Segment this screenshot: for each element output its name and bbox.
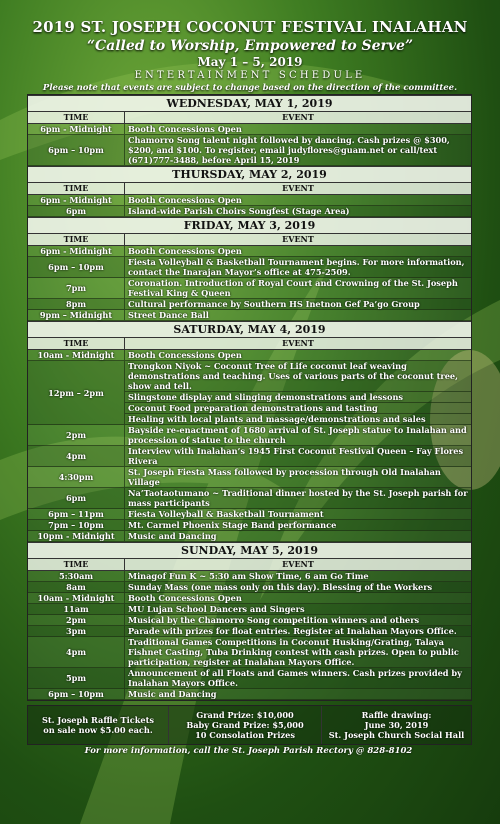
event-description: Cultural performance by Southern HS Inetnon Gef Pa’go Group	[128, 299, 420, 309]
event-description: Musical by the Chamorro Song competition winners and others	[128, 615, 420, 625]
schedule-row	[28, 531, 471, 542]
schedule-row	[28, 509, 471, 520]
schedule-row	[28, 488, 471, 509]
drawing-line-2: June 30, 2019	[364, 720, 429, 730]
raffle-line-1: St. Joseph Raffle Tickets	[41, 715, 155, 725]
contact-info: For more information, call the St. Joseph Parish Rectory @ 828-8102	[84, 746, 413, 756]
event-time: 6pm	[28, 488, 125, 508]
event-time: 3pm	[28, 626, 125, 636]
schedule-row	[28, 257, 471, 278]
event-time: 10am - Midnight	[28, 593, 125, 603]
event-description: Street Dance Ball	[128, 310, 209, 320]
column-headers	[28, 234, 471, 246]
event-column-header: EVENT	[282, 338, 314, 348]
event-description: Mt. Carmel Phoenix Stage Band performance	[128, 520, 337, 530]
event-time: 4pm	[28, 446, 125, 466]
schedule-row	[28, 626, 471, 637]
day-header: SUNDAY, MAY 5, 2019	[28, 542, 471, 559]
event-time: 4pm	[28, 637, 125, 667]
schedule-row	[28, 299, 471, 310]
schedule-row	[28, 467, 471, 488]
event-time: 6pm – 10pm	[28, 135, 125, 165]
event-description: Traditional Games Competitions in Coconut Husking/Grating, Talaya Fishnet Casting, Tuba Drinking contest with cash prizes. Open to public participation, register at Inalahan Mayors Office.	[128, 637, 459, 667]
event-description: St. Joseph Fiesta Mass followed by procession through Old Inalahan Village	[128, 467, 441, 487]
time-column-header: TIME	[28, 234, 125, 245]
event-description: Bayside re-enactment of 1680 arrival of St. Joseph statue to Inalahan and procession of statue to the church	[128, 425, 467, 445]
event-time: 9pm – Midnight	[28, 310, 125, 320]
schedule-row	[28, 278, 471, 299]
event-time: 8pm	[28, 299, 125, 309]
day-header: FRIDAY, MAY 3, 2019	[28, 217, 471, 234]
event-description: Announcement of all Floats and Games winners. Cash prizes provided by Inalahan Mayors Office.	[128, 668, 462, 688]
event-description: Booth Concessions Open	[128, 350, 242, 360]
time-column-header: TIME	[28, 183, 125, 194]
time-column-header: TIME	[28, 112, 125, 123]
schedule-label: ENTERTAINMENT SCHEDULE	[134, 70, 366, 81]
schedule-row	[28, 637, 471, 668]
schedule-row	[28, 135, 471, 166]
event-description: Trongkon Niyok ~ Coconut Tree of Life coconut leaf weaving demonstrations and teaching. Uses of various parts of the coconut tree, show and tell.	[125, 361, 471, 392]
event-column-header: EVENT	[282, 559, 314, 569]
event-description: Booth Concessions Open	[128, 124, 242, 134]
event-description: Booth Concessions Open	[128, 593, 242, 603]
event-description: Island-wide Parish Choirs Songfest (Stage Area)	[128, 206, 350, 216]
event-time: 6pm – 10pm	[28, 689, 125, 699]
time-column-header: TIME	[28, 559, 125, 570]
event-description: Minagof Fun K ~ 5:30 am Show Time, 6 am Go Time	[128, 571, 369, 581]
event-time: 7pm	[28, 278, 125, 298]
event-time: 6pm – 10pm	[28, 257, 125, 277]
drawing-line-3: St. Joseph Church Social Hall	[328, 730, 465, 740]
event-time: 6pm	[28, 206, 125, 216]
schedule-row	[28, 668, 471, 689]
day-header: SATURDAY, MAY 4, 2019	[28, 321, 471, 338]
schedule-row	[28, 593, 471, 604]
event-time: 7pm – 10pm	[28, 520, 125, 530]
raffle-footer	[27, 705, 472, 745]
event-description: Booth Concessions Open	[128, 195, 242, 205]
event-description: Parade with prizes for float entries. Register at Inalahan Mayors Office.	[128, 626, 457, 636]
event-time: 2pm	[28, 425, 125, 445]
raffle-drawing	[322, 706, 471, 744]
event-time: 6pm - Midnight	[28, 124, 125, 134]
event-time: 5:30am	[28, 571, 125, 581]
schedule-row	[28, 615, 471, 626]
prize-line-2: Baby Grand Prize: $5,000	[186, 720, 304, 730]
event-description: Slingstone display and slinging demonstrations and lessons	[125, 392, 471, 403]
event-time: 11am	[28, 604, 125, 614]
event-description: Music and Dancing	[128, 531, 217, 541]
event-description: Chamorro Song talent night followed by dancing. Cash prizes @ $300, $200, and $100. To register, email judyflores@guam.net or call/text (671)777-3488, before April 15, 2019	[128, 135, 450, 165]
column-headers	[28, 183, 471, 195]
event-description: Coconut Food preparation demonstrations and tasting	[125, 403, 471, 414]
event-description: Fiesta Volleyball & Basketball Tournament begins. For more information, contact the Inarajan Mayor’s office at 475-2509.	[128, 257, 465, 277]
event-description: Interview with Inalahan’s 1945 First Coconut Festival Queen – Fay Flores Rivera	[128, 446, 464, 466]
event-column-header: EVENT	[282, 112, 314, 122]
event-time: 6pm – 11pm	[28, 509, 125, 519]
event-time: 10pm - Midnight	[28, 531, 125, 541]
raffle-prizes	[169, 706, 322, 744]
prize-line-3: 10 Consolation Prizes	[195, 730, 295, 740]
schedule-row	[28, 206, 471, 217]
schedule-row	[28, 124, 471, 135]
day-header: THURSDAY, MAY 2, 2019	[28, 166, 471, 183]
festival-title: 2019 ST. JOSEPH COCONUT FESTIVAL INALAHAN	[32, 18, 468, 36]
schedule-row	[28, 520, 471, 531]
festival-theme: “Called to Worship, Empowered to Serve”	[86, 38, 414, 54]
schedule-row	[28, 689, 471, 700]
schedule-row	[28, 195, 471, 206]
event-description: Sunday Mass (one mass only on this day). Blessing of the Workers	[128, 582, 433, 592]
schedule-table	[27, 94, 472, 701]
schedule-note: Please note that events are subject to change based on the direction of the committee.	[42, 83, 458, 93]
prize-line-1: Grand Prize: $10,000	[196, 710, 294, 720]
schedule-row	[28, 246, 471, 257]
event-description: MU Lujan School Dancers and Singers	[128, 604, 305, 614]
schedule-row	[28, 582, 471, 593]
column-headers	[28, 112, 471, 124]
event-time: 6pm - Midnight	[28, 246, 125, 256]
event-time: 5pm	[28, 668, 125, 688]
page-header	[0, 0, 500, 93]
event-description: Na’Taotaotumano ~ Traditional dinner hosted by the St. Joseph parish for mass participants	[128, 488, 468, 508]
raffle-tickets	[28, 706, 169, 744]
schedule-row	[28, 350, 471, 361]
event-time: 4:30pm	[28, 467, 125, 487]
column-headers	[28, 559, 471, 571]
schedule-row	[28, 425, 471, 446]
festival-dates: May 1 – 5, 2019	[197, 55, 303, 69]
schedule-row	[28, 446, 471, 467]
event-description: Booth Concessions Open	[128, 246, 242, 256]
event-time: 6pm - Midnight	[28, 195, 125, 205]
column-headers	[28, 338, 471, 350]
event-description: Music and Dancing	[128, 689, 217, 699]
event-time: 12pm – 2pm	[28, 361, 125, 424]
day-header: WEDNESDAY, MAY 1, 2019	[28, 95, 471, 112]
schedule-row	[28, 604, 471, 615]
raffle-line-2: on sale now $5.00 each.	[43, 725, 153, 735]
schedule-row	[28, 571, 471, 582]
event-description: Healing with local plants and massage/demonstrations and sales	[128, 414, 426, 424]
event-time: 10am - Midnight	[28, 350, 125, 360]
event-time: 8am	[28, 582, 125, 592]
event-description: Fiesta Volleyball & Basketball Tournament	[128, 509, 324, 519]
event-description: Coronation. Introduction of Royal Court and Crowning of the St. Joseph Festival King & Queen	[128, 278, 458, 298]
event-column-header: EVENT	[282, 183, 314, 193]
schedule-row	[28, 310, 471, 321]
schedule-row	[28, 361, 471, 425]
time-column-header: TIME	[28, 338, 125, 349]
event-column-header: EVENT	[282, 234, 314, 244]
event-time: 2pm	[28, 615, 125, 625]
drawing-line-1: Raffle drawing:	[361, 710, 432, 720]
